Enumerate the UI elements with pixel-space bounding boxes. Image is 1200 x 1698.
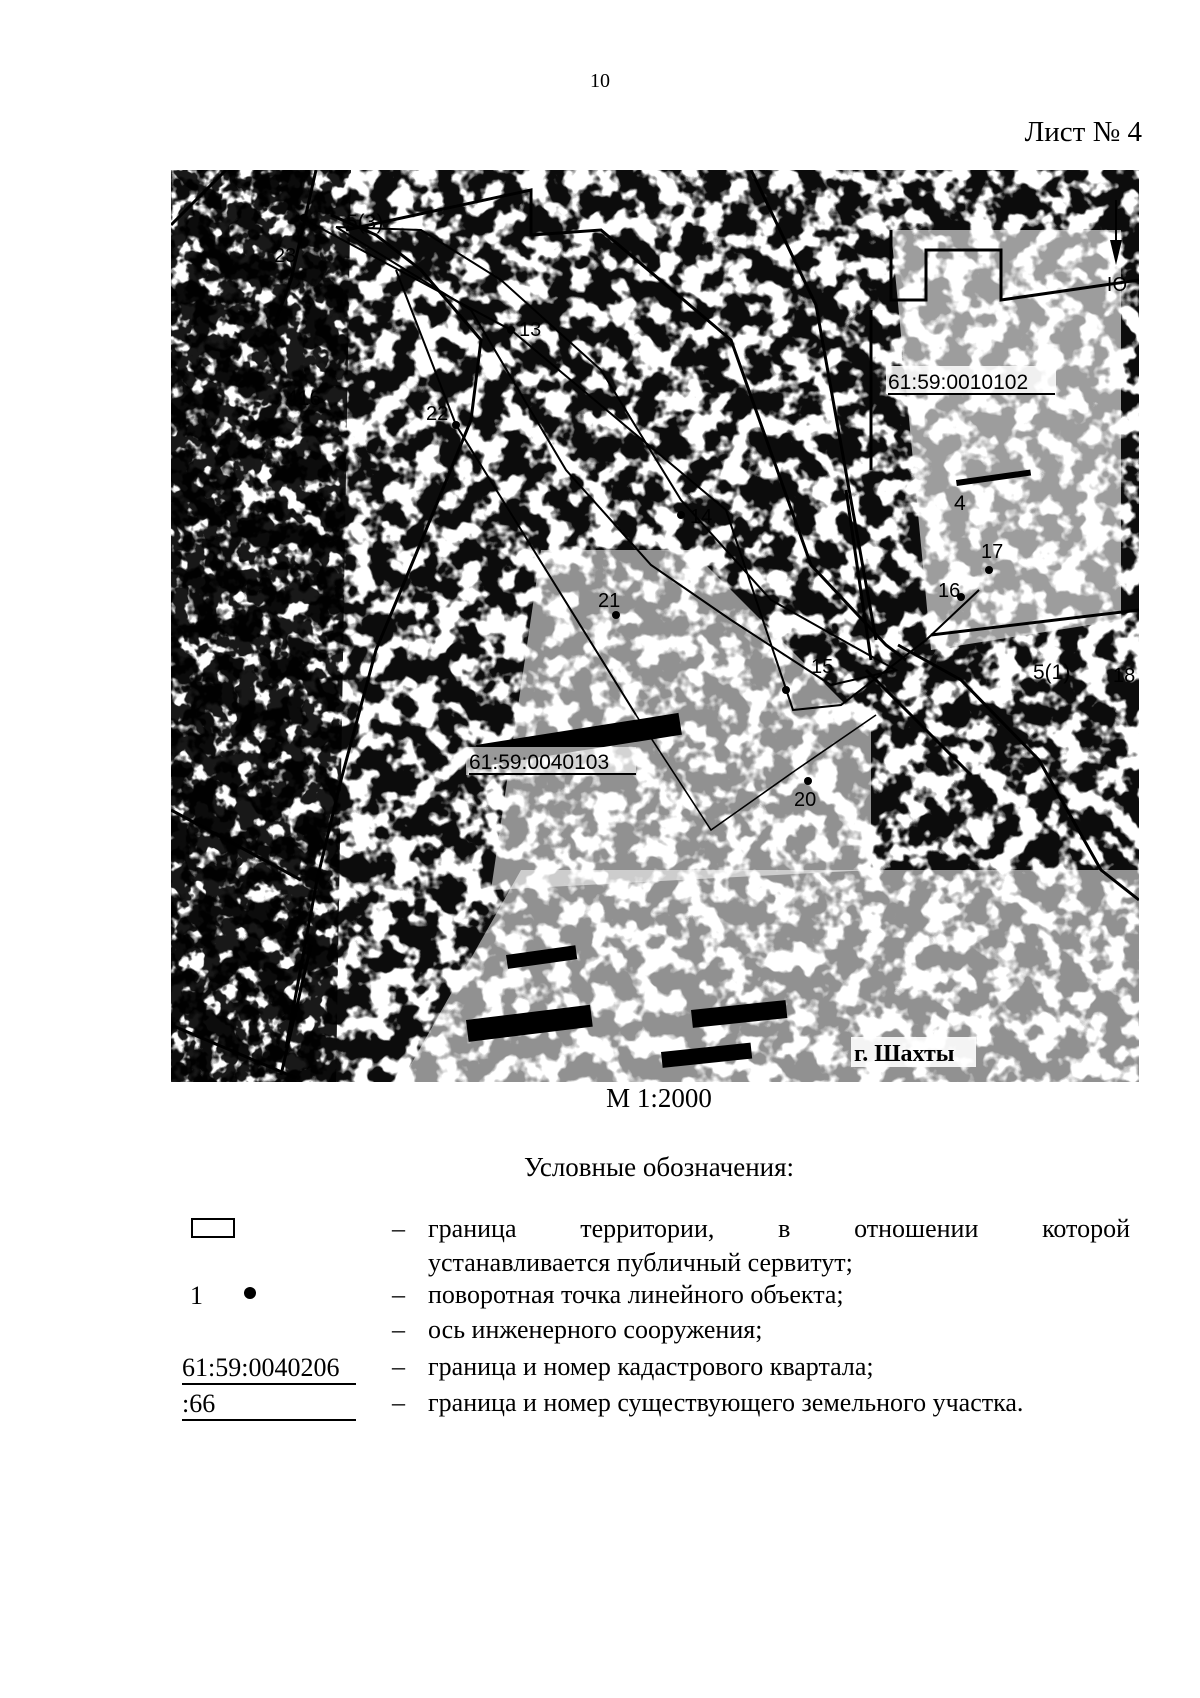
legend-text-servitude-line2: устанавливается публичный сервитут; (428, 1248, 853, 1277)
legend-title: Условные обозначения: (523, 1152, 795, 1182)
legend-text-turning-point: поворотная точка линейного объекта; (428, 1280, 844, 1309)
legend-text-parcel: граница и номер существующего земельного участка. (428, 1388, 1024, 1417)
point-13 (507, 326, 515, 334)
point-23 (300, 214, 308, 222)
point-20 (804, 777, 812, 785)
point-label-13: 13 (519, 319, 542, 341)
legend-dash: – (392, 1315, 405, 1344)
legend-dash: – (392, 1388, 405, 1417)
sheet-label: Лист № 4 (1024, 116, 1142, 148)
parcel-label-4: 4 (954, 492, 966, 515)
quarter-label-0040103: 61:59:0040103 (469, 751, 610, 774)
legend-text-axis: ось инженерного сооружения; (428, 1315, 763, 1344)
point-dot-icon (244, 1287, 256, 1299)
point-label-18: 18 (1113, 665, 1136, 687)
point-14 (677, 511, 685, 519)
point-label-20: 20 (794, 789, 817, 811)
legend-text-servitude (428, 1212, 1130, 1280)
legend-dash: – (392, 1214, 405, 1243)
scale-label: М 1:2000 (606, 1083, 712, 1113)
point-number-symbol: 1 (190, 1281, 203, 1310)
legend-dash: – (392, 1352, 405, 1381)
point-label-17: 17 (981, 541, 1004, 563)
point-21 (612, 611, 620, 619)
point-label-15: 15 (811, 656, 834, 678)
point-label-22: 22 (426, 403, 449, 425)
page-number: 10 (590, 70, 610, 92)
parcel-label-416: 416 (286, 387, 322, 410)
point-label-14: 14 (690, 506, 713, 528)
legend-text-quarter: граница и номер кадастрового квартала; (428, 1352, 874, 1381)
point-label-16: 16 (938, 580, 961, 602)
parcel-number-symbol: :66 (182, 1389, 356, 1421)
parcel-label-5-3: 5(3) (346, 211, 384, 234)
point-15 (782, 686, 790, 694)
quarter-number-symbol: 61:59:0040206 (182, 1353, 356, 1385)
point-22 (452, 421, 460, 429)
map-image (171, 170, 1139, 1082)
north-letter: Ю (1107, 274, 1128, 296)
legend-text-servitude-line1: граница территории, в отношении которой (428, 1214, 1130, 1243)
point-label-23: 23 (274, 245, 297, 267)
city-label: г. Шахты (854, 1041, 955, 1067)
parcel-label-5-1: 5(1) (1033, 661, 1071, 684)
quarter-label-0010102: 61:59:0010102 (888, 371, 1029, 394)
point-17 (985, 566, 993, 574)
point-label-21: 21 (598, 590, 621, 612)
legend-dash: – (392, 1280, 405, 1309)
boundary-rect-symbol (191, 1218, 235, 1238)
